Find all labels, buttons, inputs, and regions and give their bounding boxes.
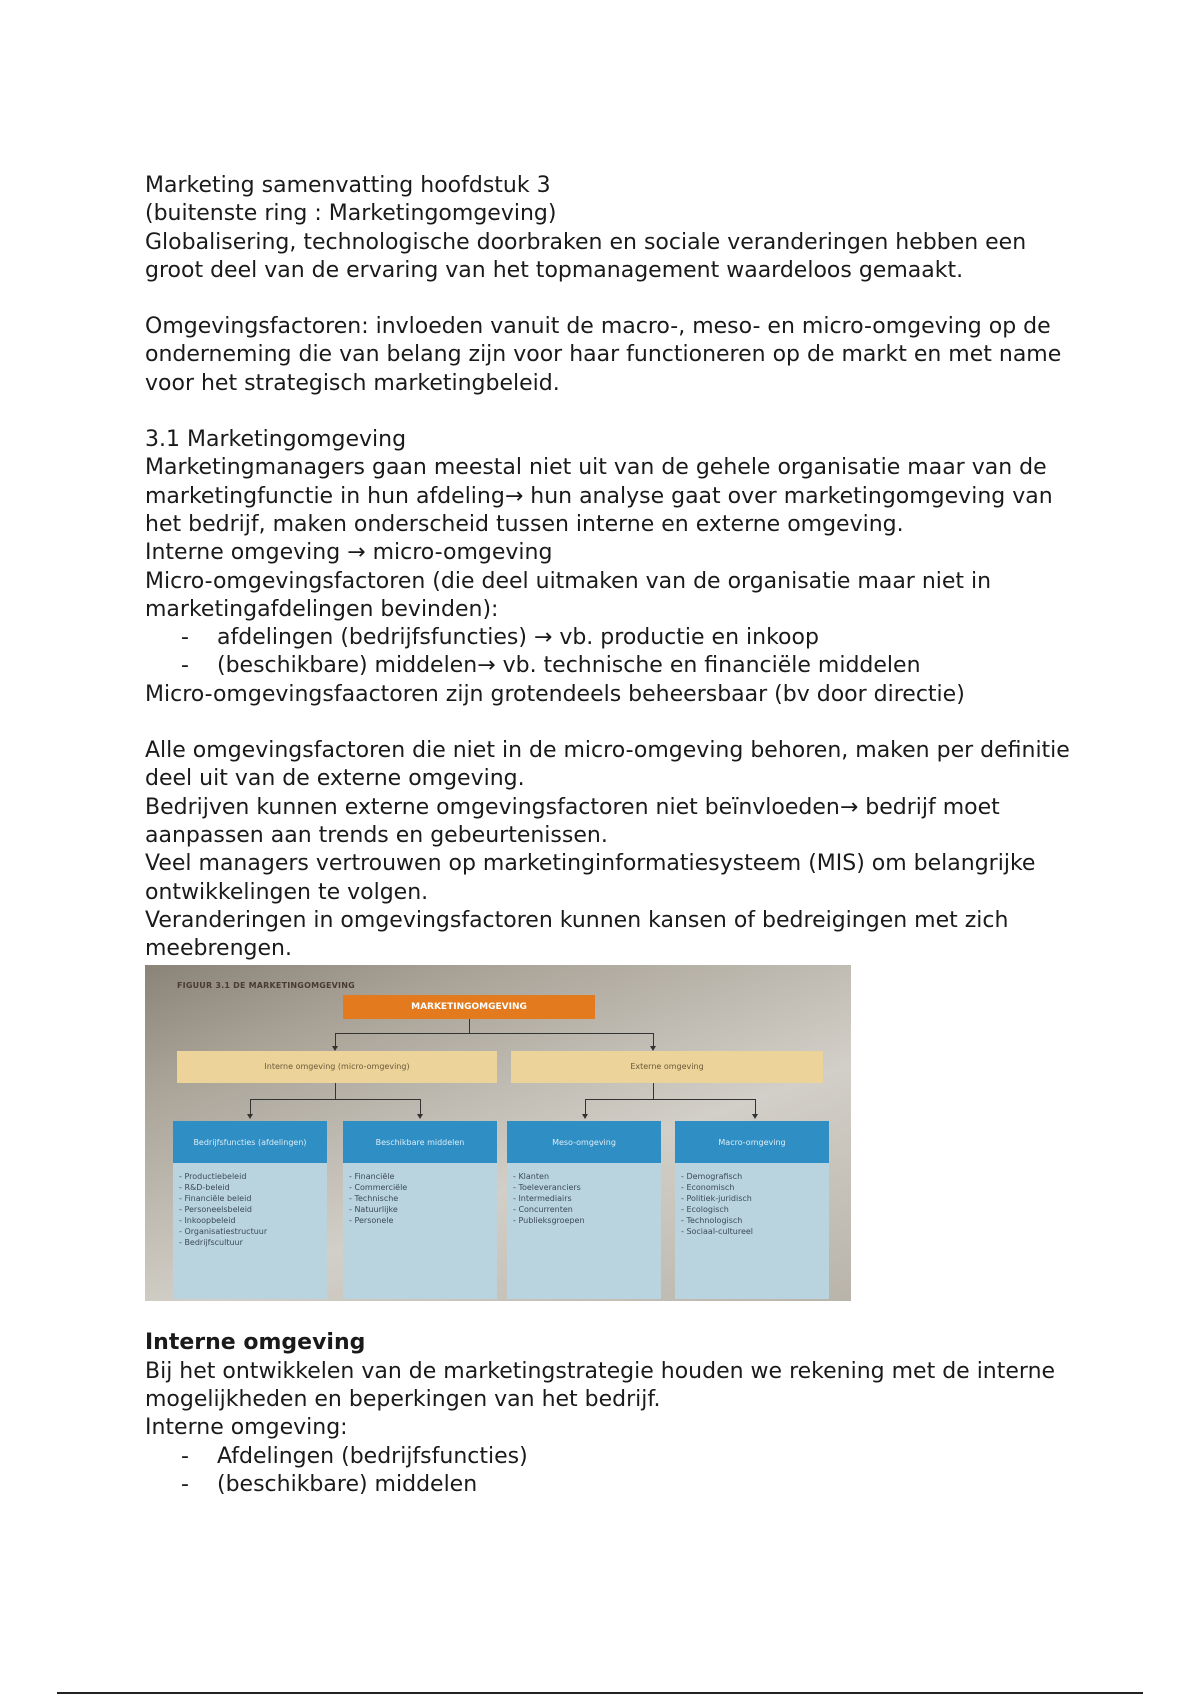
list-item-text: (beschikbare) middelen→ vb. technische en financiële middelen <box>217 653 921 679</box>
extern-paragraph-4: Veranderingen in omgevingsfactoren kunnen kansen of bedreigingen met zich meebrengen. <box>145 907 1009 962</box>
extern-paragraph-3: Veel managers vertrouwen op marketinginformatiesysteem (MIS) om belangrijke ontwikkelingen te volgen. <box>145 851 1036 905</box>
intro-paragraph: Globalisering, technologische doorbraken en sociale veranderingen hebben een groot deel van de ervaring van het topmanagement waardeloos gemaakt. <box>145 229 1027 283</box>
list-item-text: (beschikbare) middelen <box>217 1471 478 1497</box>
figure-top-box: MARKETINGOMGEVING <box>343 995 595 1019</box>
interne-list-intro: Interne omgeving: <box>145 1415 348 1441</box>
figure-column-meso: Meso-omgeving - Klanten - Toeleveranciers - Intermediairs - Concurrenten - Publieksgroepen <box>507 1121 661 1299</box>
document-subtitle: (buitenste ring : Marketingomgeving) <box>145 201 557 227</box>
micro-factors-intro: Micro-omgevingsfactoren (die deel uitmaken van de organisatie maar niet in marketingafdelingen bevinden): <box>145 568 992 622</box>
interne-paragraph: Bij het ontwikkelen van de marketingstrategie houden we rekening met de interne mogelijkheden en beperkingen van het bedrijf. <box>145 1358 1056 1413</box>
footer-divider <box>57 1692 1143 1694</box>
list-item: - (beschikbare) middelen <box>145 1471 1085 1499</box>
figure-column-middelen: Beschikbare middelen - Financiële - Commerciële - Technische - Natuurlijke - Personele <box>343 1121 497 1299</box>
list-item-text: afdelingen (bedrijfsfuncties) → vb. productie en inkoop <box>217 625 819 651</box>
marketingomgeving-figure <box>145 965 851 1301</box>
micro-beheersbaar: Micro-omgevingsfaactoren zijn grotendeels beheersbaar (bv door directie) <box>145 681 965 707</box>
interne-heading: Interne omgeving <box>145 1330 366 1356</box>
extern-paragraph-2: Bedrijven kunnen externe omgevingsfactoren niet beïnvloeden→ bedrijf moet aanpassen aan trends en gebeurtenissen. <box>145 794 1000 848</box>
figure-column-bedrijfsfuncties: Bedrijfsfuncties (afdelingen) - Productiebeleid - R&D-beleid - Financiële beleid - Personeelsbeleid - Inkoopbeleid - Organisatiestructuur - Bedrijfscultuur <box>173 1121 327 1299</box>
list-item: - (beschikbare) middelen→ vb. technische en financiële middelen <box>145 652 1085 680</box>
figure-band-extern: Externe omgeving <box>511 1051 823 1083</box>
section-paragraph: Marketingmanagers gaan meestal niet uit van de gehele organisatie maar van de marketingfunctie in hun afdeling→ hun analyse gaat over marketingomgeving van het bedrijf, maken onderscheid tussen interne en externe omgeving. <box>145 455 1053 537</box>
list-item-text: Afdelingen (bedrijfsfuncties) <box>217 1443 528 1469</box>
document-title: Marketing samenvatting hoofdstuk 3 <box>145 173 551 198</box>
omgevingsfactoren-paragraph: Omgevingsfactoren: invloeden vanuit de macro-, meso- en micro-omgeving op de onderneming die van belang zijn voor haar functioneren op de markt en met name voor het strategisch marketingbeleid. <box>145 314 1062 396</box>
figure-band-intern: Interne omgeving (micro-omgeving) <box>177 1051 497 1083</box>
figure-caption: FIGUUR 3.1 DE MARKETINGOMGEVING <box>177 981 355 991</box>
document-body <box>145 172 1085 1499</box>
section-heading: 3.1 Marketingomgeving <box>145 427 407 453</box>
list-item: - Afdelingen (bedrijfsfuncties) <box>145 1443 1085 1471</box>
figure-column-macro: Macro-omgeving - Demografisch - Economisch - Politiek-juridisch - Ecologisch - Technologisch - Sociaal-cultureel <box>675 1121 829 1299</box>
extern-paragraph-1: Alle omgevingsfactoren die niet in de micro-omgeving behoren, maken per definitie deel uit van de externe omgeving. <box>145 738 1070 792</box>
interne-line: Interne omgeving → micro-omgeving <box>145 540 553 566</box>
list-item: - afdelingen (bedrijfsfuncties) → vb. productie en inkoop <box>145 624 1085 652</box>
